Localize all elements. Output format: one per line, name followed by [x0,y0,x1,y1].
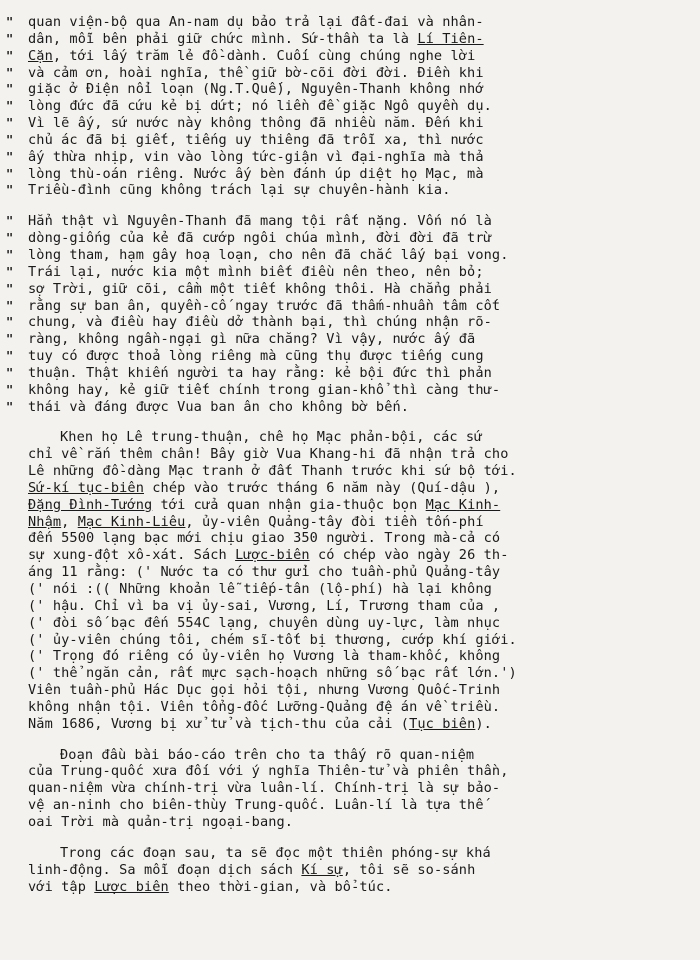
paragraph [28,429,682,732]
underlined-title: Mạc Kinh- [425,496,501,513]
underlined-title: Sứ-kí tục-biên [28,479,144,496]
quote-mark: " [6,48,14,63]
quote-mark: " [6,65,14,80]
quote-mark: " [6,166,14,181]
text-line [28,497,682,514]
text-segment: Trong các đoạn sau, ta sẽ đọc một thiên phóng-sự khá [60,844,491,861]
text-line [6,182,682,199]
text-line [6,398,682,416]
text-line [6,263,682,281]
text-segment: tuy có được thoả lòng riêng mà cũng thụ được tiếng cung [28,348,484,365]
text-line [28,862,682,879]
text-line [28,480,682,497]
text-line [6,213,682,230]
text-segment: (' ủy-viên chúng tôi, chém sĩ-tốt bị thương, cướp khí giới. [28,631,517,648]
text-line [6,30,682,48]
text-line [28,845,682,862]
underlined-title: Tục biên [409,715,476,732]
text-line [6,165,682,183]
text-line [28,598,682,615]
paragraph [28,845,682,896]
text-segment: quan viện-bộ qua An-nam dụ bảo trả lại đất-đai và nhân- [28,14,484,30]
paragraph-gap [28,831,682,845]
text-segment: tới cửa quan nhận gia-thuộc bọn [152,496,426,513]
text-segment: (' thể ngăn cản, rất mực sạch-hoạch những số bạc rất lớn.') [28,665,517,682]
text-segment: với tập [28,878,95,895]
text-segment: (' nói :(( Những khoản lễ tiếp-tân (lộ-phí) hà lại không [28,581,492,597]
text-line [6,280,682,298]
text-line [6,314,682,331]
text-segment: Khen họ Lê trung-thuận, chê họ Mạc phản-bội, các sứ [60,429,483,446]
text-line [6,64,682,82]
text-segment: chép vào trước tháng 6 năm này (Quí-dậu ), [143,479,501,496]
quote-mark: " [6,82,14,97]
underlined-title: Lược-biên [235,547,310,564]
underlined-title: Đặng Đình-Tướng [28,496,153,513]
text-segment: lòng tham, hạm gây hoạ loạn, cho nên đã chắc lấy bại vong. [28,246,509,263]
text-segment: rằng sự ban ân, quyền-cố ngay trước đã thấm-nhuần tâm cốt [28,297,501,314]
quote-mark: " [6,116,14,131]
quote-mark: " [6,15,14,29]
paragraph-gap [28,733,682,747]
quote-mark: " [6,332,14,347]
text-segment: giặc ở Điện nổi loạn (Ng.T.Quế), Nguyên-Thanh không nhớ [28,81,484,98]
text-line [6,381,682,399]
underlined-title: Cặn [28,47,53,64]
text-line [28,699,682,716]
text-segment: sự xung-đột xô-xát. Sách [28,547,236,564]
text-segment: không hay, kẻ giữ tiết chính trong gian-khổ thì càng thư- [28,381,501,398]
text-segment: ấy thừa nhịp, vin vào lòng tức-giận vì đại-nghĩa mà thả [28,148,484,165]
text-segment: linh-động. Sa mỗi đoạn dịch sách [28,861,302,878]
text-line [28,648,682,665]
text-segment: , tôi sẽ so-sánh [342,861,476,878]
text-segment: quan-niệm vừa chính-trị vừa luân-lí. Chính-trị là sự bảo- [28,780,501,797]
text-segment: dân, mỗi bên phải giữ chức mình. Sứ-thần ta là [28,30,418,47]
underlined-title: Nhậm [28,513,62,530]
text-segment: ). [475,715,492,732]
underlined-title: Kí sự [301,861,343,878]
paragraph-gap [28,199,682,213]
text-segment: Đoạn đầu bài báo-cáo trên cho ta thấy rõ quan-niệm [60,746,475,763]
text-line [28,632,682,649]
text-segment: không nhận tội. Viên tổng-đốc Lưỡng-Quảng đệ án về triều. [28,698,501,715]
quote-mark: " [6,298,14,313]
text-segment: Năm 1686, Vương bị xử tử và tịch-thu của cải ( [28,715,410,732]
quote-mark: " [6,382,14,397]
quote-mark: " [6,149,14,164]
text-line [28,429,682,446]
text-line [28,514,682,531]
text-line [6,47,682,65]
text-line [6,246,682,264]
text-segment: đến 5500 lạng bạc mới chịu giao 350 người. Trong mà-cả có [28,530,501,547]
text-line [6,364,682,382]
text-segment: (' đòi số bạc đến 554C lạng, chuyên dùng uy-lực, làm nhục [28,614,501,631]
text-line [28,564,682,581]
text-segment: , ủy-viên Quảng-tây đòi tiền tốn-phí [185,513,484,530]
text-segment: Trái lại, nước kia một mình biết điều nên theo, nên bỏ; [28,263,484,280]
quote-mark: " [6,31,14,46]
text-line [28,763,682,780]
text-segment: (' hậu. Chỉ vì ba vị ủy-sai, Vương, Lí, Trương tham của , [28,597,501,614]
quote-mark: " [6,214,14,229]
text-line [28,446,682,463]
text-line [28,879,682,896]
quote-mark: " [6,132,14,147]
text-segment: dòng-giống của kẻ đã cướp ngôi chúa mình, đời đời đã trừ [28,230,492,247]
text-segment: thuận. Thật khiến người ta hay rằng: kẻ bội đức thì phản [28,364,492,381]
quote-mark: " [6,365,14,380]
text-line [6,115,682,132]
text-segment: Lê những đồ-dàng Mạc tranh ở đất Thanh trước khi sứ bộ tới. [28,463,517,480]
paragraph [6,213,682,415]
text-line [6,348,682,365]
paragraph-gap [28,415,682,429]
text-segment: , [61,513,78,530]
quote-mark: " [6,264,14,279]
text-line [6,81,682,98]
text-segment: chung, và điều hay điều dở thành bại, thì chúng nhận rõ- [28,314,492,331]
text-segment: vệ an-ninh cho biên-thùy Trung-quốc. Luân-lí là tựa thế [28,797,484,814]
text-segment: chủ ác đã bị giết, tiếng uy thiêng đã trỗi xa, thì nước [28,131,484,148]
text-line [6,98,682,115]
text-line [6,131,682,149]
text-segment: Triều-đình cũng không trách lại sự chuyên-hành kia. [28,182,451,199]
text-line [28,665,682,682]
text-line [28,716,682,733]
text-segment: chỉ về rắn thêm chân! Bây giờ Vua Khang-hi đã nhận trả cho [28,446,509,463]
text-line [28,747,682,764]
text-line [28,682,682,699]
quote-mark: " [6,281,14,296]
quote-mark: " [6,315,14,330]
text-line [28,814,682,831]
text-line [28,463,682,480]
text-segment: của Trung-quốc xưa đối với ý nghĩa Thiên-tử và phiên thần, [28,763,509,780]
text-segment: Vì lẽ ấy, sứ nước này không thông đã nhiều năm. Đến khi [28,115,484,132]
text-line [28,581,682,598]
quote-mark: " [6,247,14,262]
text-segment: Hẳn thật vì Nguyên-Thanh đã mang tội rất nặng. Vốn nó là [28,213,492,230]
paragraph [6,14,682,199]
text-segment: (' Trọng đó riêng có ủy-viên họ Vương là tham-khốc, không [28,648,501,665]
text-segment: ràng, không ngần-ngại gì nữa chăng? Vì vậy, nước ấy đã [28,331,476,348]
quote-mark: " [6,349,14,364]
quote-mark: " [6,399,14,414]
text-line [28,780,682,797]
underlined-title: Lí Tiên- [417,30,484,47]
text-segment: sợ Trời, giữ cõi, cầm một tiết không thôi. Hà chẳng phải [28,280,492,297]
text-segment: oai Trời mà quản-trị ngoại-bang. [28,813,294,830]
text-segment: lòng đức đã cứu kẻ bị dứt; nó liền đề giặc Ngô quyền dụ. [28,98,492,115]
quote-mark: " [6,99,14,114]
text-segment: áng 11 rằng: (' Nước ta có thư gửi cho tuần-phủ Quảng-tây [28,564,501,581]
text-line [6,230,682,247]
text-line [6,331,682,348]
underlined-title: Lược biên [94,878,169,895]
text-segment: lòng thù-oán riêng. Nước ấy bèn đánh úp diệt họ Mạc, mà [28,165,484,182]
text-line [28,530,682,547]
text-line [6,297,682,315]
text-segment: theo thời-gian, và bổ-túc. [168,878,393,895]
paragraph [28,747,682,831]
text-line [28,547,682,564]
text-line [28,615,682,632]
quote-mark: " [6,183,14,198]
text-line [6,14,682,31]
text-segment: , tới lấy trăm lẻ đồ-dành. Cuối cùng chúng nghe lời [52,47,476,64]
text-segment: Viên tuần-phủ Hác Dục gọi hỏi tội, nhưng Vương Quốc-Trinh [28,682,501,699]
text-line [28,797,682,814]
text-segment: và cảm ơn, hoài nghĩa, thề giữ bờ-cõi đời đời. Điền khi [28,64,484,81]
text-segment: thái và đáng được Vua ban ân cho không bờ bến. [28,398,410,415]
text-line [6,148,682,166]
quote-mark: " [6,231,14,246]
underlined-title: Mạc Kinh-Liêu [77,513,186,530]
text-segment: có chép vào ngày 26 th- [309,547,509,564]
